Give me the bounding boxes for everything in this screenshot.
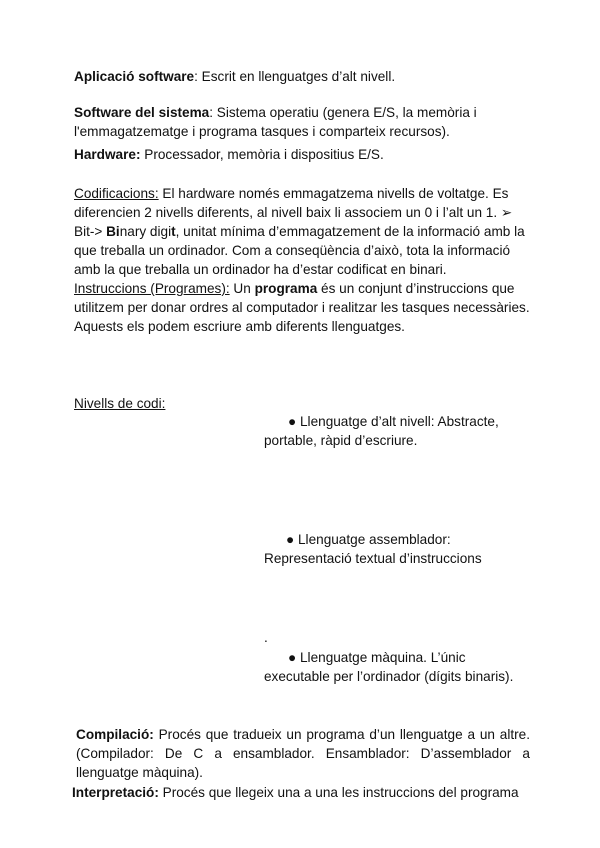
heading-nivells-codi xyxy=(74,394,536,413)
term-programa: programa xyxy=(254,281,318,296)
bullet-alt-nivell-text: ● Llenguatge d’alt nivell: Abstracte, portable, ràpid d’escriure. xyxy=(264,414,499,448)
instruccions-text-2: és un conjunt d’instruccions que utilitzem per donar ordres al computador i realitzar les tasques necessàries. Aquests els podem escriure amb diferents llenguatges. xyxy=(74,281,530,334)
term-aplicacio-software: Aplicació software xyxy=(74,69,195,84)
bullet-maquina-text: ● Llenguatge màquina. L’únic executable per l’ordinador (dígits binaris). xyxy=(264,650,514,684)
paragraph-hardware xyxy=(74,145,536,164)
definition-hardware: Processador, memòria i dispositius E/S. xyxy=(140,147,384,162)
nivells-heading-text: Nivells de codi: xyxy=(74,396,166,411)
paragraph-aplicacio-software xyxy=(74,67,536,86)
codificacions-text-1: El hardware només emmagatzema nivells de voltatge. Es diferencien 2 nivells diferents, al nivell baix li associem un 0 i l’alt un 1. ➢ xyxy=(74,186,513,220)
stray-dot xyxy=(264,628,268,647)
definition-software-sistema: : Sistema operatiu (genera E/S, la memòria i l'emmagatzematge i programa tasques i comparteix recursos). xyxy=(74,105,477,139)
definition-aplicacio-software: : Escrit en llenguatges d’alt nivell. xyxy=(194,69,396,84)
term-instruccions: Instruccions (Programes): xyxy=(74,281,230,296)
paragraph-instruccions xyxy=(74,279,536,336)
paragraph-interpretacio xyxy=(72,783,542,802)
definition-interpretacio: Procés que llegeix una a una les instruccions del programa xyxy=(158,785,519,800)
paragraph-codificacions xyxy=(74,184,536,279)
term-codificacions: Codificacions: xyxy=(74,186,159,201)
term-interpretacio: Interpretació: xyxy=(72,785,159,800)
bullet-assemblador-text: ● Llenguatge assemblador: Representació textual d’instruccions xyxy=(264,532,482,566)
stray-dot-text: . xyxy=(264,630,268,645)
paragraph-software-sistema xyxy=(74,103,536,141)
bit-prefix: Bit-> xyxy=(74,224,107,239)
binary-nary: nary digi xyxy=(119,224,172,239)
paragraph-compilacio xyxy=(76,725,530,782)
term-software-sistema: Software del sistema xyxy=(74,105,210,120)
definition-compilacio: Procés que tradueix un programa d’un llenguatge a un altre. (Compilador: De C a ensamblador. Ensamblador: D’assemblador a llenguatge màquina). xyxy=(76,727,530,780)
instruccions-text-1: Un xyxy=(229,281,255,296)
term-compilacio: Compilació: xyxy=(76,727,154,742)
binary-bi: Bi xyxy=(106,224,120,239)
bullet-assemblador xyxy=(264,530,526,568)
binary-t: t xyxy=(171,224,176,239)
bullet-maquina xyxy=(264,648,526,686)
codificacions-text-2: , unitat mínima d’emmagatzement de la informació amb la que treballa un ordinador. Com a conseqüència d’això, tota la informació amb la que treballa un ordinador ha d’estar codificat en binari. xyxy=(74,224,525,277)
term-hardware: Hardware: xyxy=(74,147,141,162)
bullet-alt-nivell xyxy=(264,412,526,450)
